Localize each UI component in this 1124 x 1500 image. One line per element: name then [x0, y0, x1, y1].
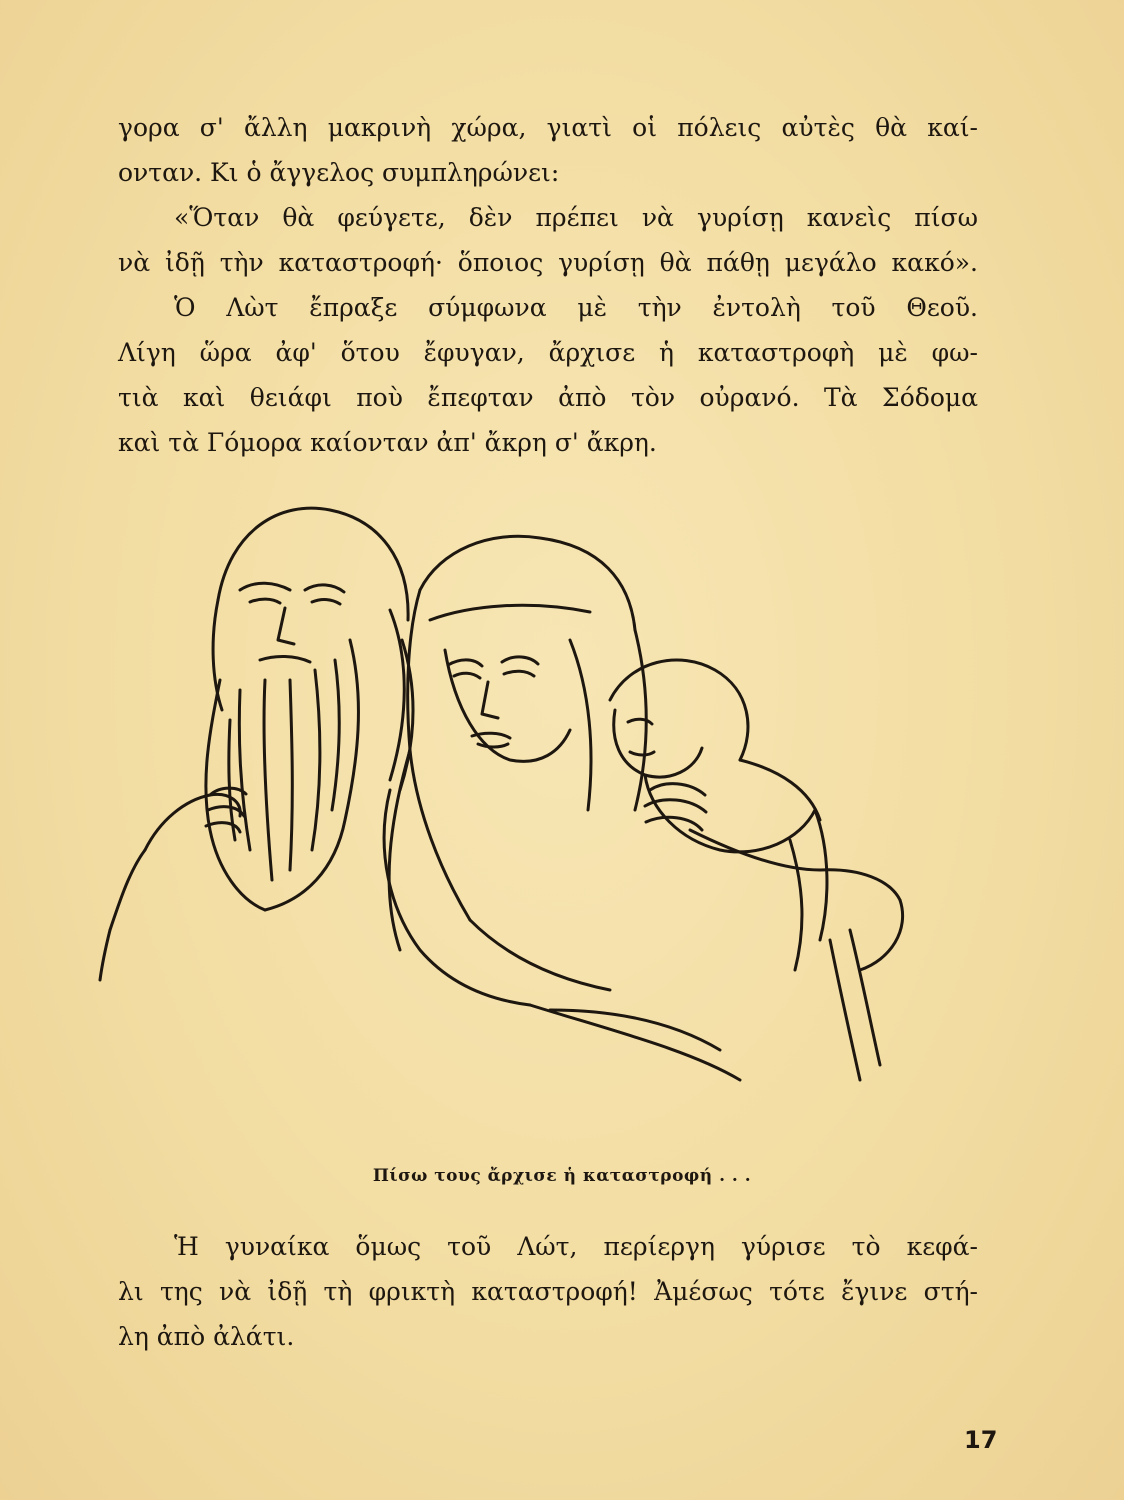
text-line: τιὰ καὶ θειάφι ποὺ ἔπεφταν ἀπὸ τὸν οὐρανό. Τὰ Σόδομα — [118, 383, 978, 412]
text-line: Ἡ γυναίκα ὅμως τοῦ Λώτ, περίεργη γύρισε τὸ κεφά- — [174, 1232, 978, 1261]
body-text-bottom — [118, 1224, 978, 1359]
text-line: Ὁ Λὼτ ἔπραξε σύμφωνα μὲ τὴν ἐντολὴ τοῦ Θεοῦ. — [174, 293, 978, 322]
illustration-caption: Πίσω τους ἄρχισε ἡ καταστροφή . . . — [372, 1166, 752, 1186]
text-line: ονταν. Κι ὁ ἄγγελος συμπληρώνει: — [118, 158, 560, 187]
body-text-top — [118, 105, 978, 465]
lot-family-illustration — [90, 490, 930, 1110]
child-figure — [610, 660, 903, 1080]
old-man-figure — [100, 508, 413, 980]
text-line: Λίγη ὥρα ἀφ' ὅτου ἔφυγαν, ἄρχισε ἡ καταστροφὴ μὲ φω- — [118, 338, 978, 367]
text-line: λι της νὰ ἰδῇ τὴ φρικτὴ καταστροφή! Ἀμέσως τότε ἔγινε στή- — [118, 1277, 978, 1306]
text-line: καὶ τὰ Γόμορα καίονταν ἀπ' ἄκρη σ' ἄκρη. — [118, 428, 657, 457]
text-line: «Ὅταν θὰ φεύγετε, δὲν πρέπει νὰ γυρίσῃ κανεὶς πίσω — [174, 203, 978, 232]
woman-figure — [384, 536, 740, 1080]
page-number: 17 — [964, 1426, 998, 1454]
text-line: λη ἀπὸ ἀλάτι. — [118, 1322, 295, 1351]
text-line: νὰ ἰδῇ τὴν καταστροφή· ὅποιος γυρίσῃ θὰ πάθῃ μεγάλο κακό». — [118, 248, 978, 277]
text-line: γορα σ' ἄλλη μακρινὴ χώρα, γιατὶ οἱ πόλεις αὐτὲς θὰ καί- — [118, 113, 978, 142]
